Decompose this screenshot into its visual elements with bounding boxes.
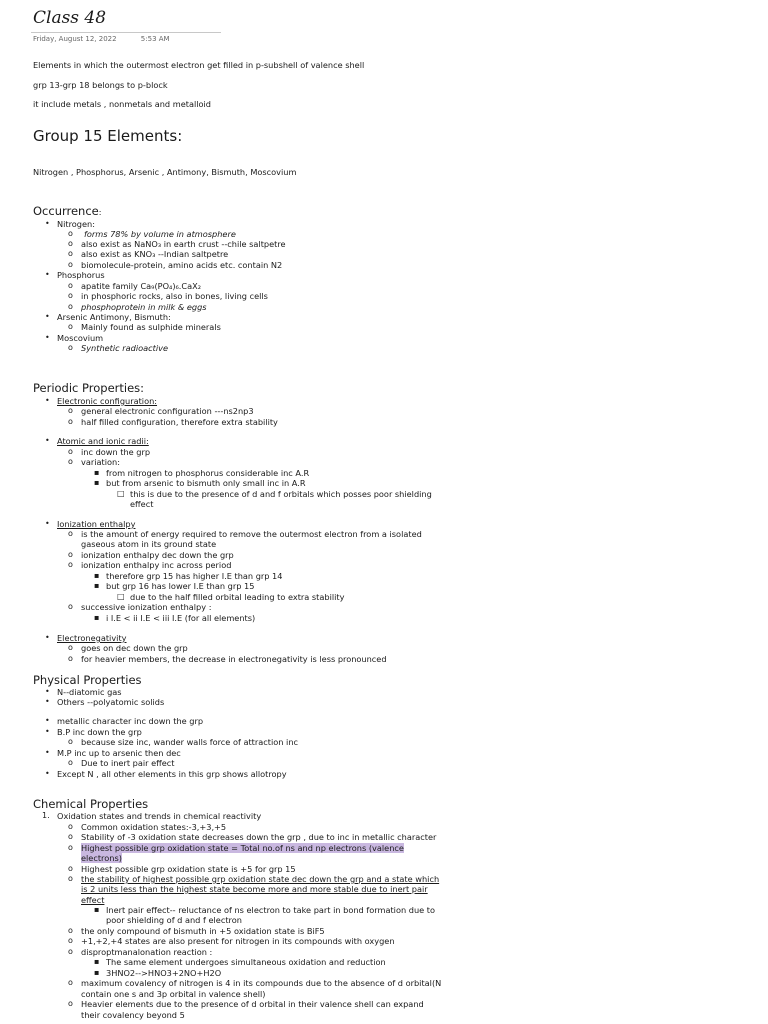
list-item[interactable]: Arsenic Antimony, Bismuth: <box>57 312 171 322</box>
list-item[interactable]: goes on dec down the grp <box>81 643 188 653</box>
section-heading[interactable]: Group 15 Elements: <box>33 127 183 145</box>
bullet-marker: • <box>45 436 50 445</box>
list-item[interactable]: N--diatomic gas <box>57 687 122 697</box>
list-item[interactable]: disproptmanalonation reaction : <box>81 947 213 957</box>
title-divider <box>31 32 221 33</box>
circle-marker: o <box>68 560 73 569</box>
square-marker: ▪ <box>94 478 100 487</box>
list-item[interactable]: +1,+2,+4 states are also present for nitrogen in its compounds with oxygen <box>81 936 395 946</box>
list-item[interactable]: from nitrogen to phosphorus considerable inc A.R <box>106 468 310 478</box>
circle-marker: o <box>68 926 73 935</box>
list-item[interactable]: general electronic configuration ---ns2np3 <box>81 406 254 416</box>
list-item[interactable]: also exist as KNO₃ --Indian saltpetre <box>81 249 229 259</box>
list-item[interactable]: B.P inc down the grp <box>57 727 142 737</box>
list-item[interactable]: biomolecule-protein, amino acids etc. contain N2 <box>81 260 283 270</box>
intro-line[interactable]: it include metals , nonmetals and metalloid <box>33 99 211 109</box>
list-item-continued[interactable]: is 2 units less than the highest state become more and more stable due to inert pair <box>81 884 428 894</box>
circle-marker: o <box>68 239 73 248</box>
list-item[interactable]: Atomic and ionic radii: <box>57 436 149 446</box>
circle-marker: o <box>68 602 73 611</box>
list-item[interactable]: Common oxidation states:-3,+3,+5 <box>81 822 227 832</box>
list-item[interactable]: inc down the grp <box>81 447 151 457</box>
number-marker: 1. <box>42 811 50 820</box>
list-item[interactable]: M.P inc up to arsenic then dec <box>57 748 181 758</box>
section-heading[interactable]: Chemical Properties <box>33 797 149 811</box>
list-item[interactable]: because size inc, wander walls force of attraction inc <box>81 737 299 747</box>
list-item-continued[interactable]: contain one s and 3p orbital in valence shell) <box>81 989 266 999</box>
list-item[interactable]: Highest possible grp oxidation state is +5 for grp 15 <box>81 864 296 874</box>
circle-marker: o <box>68 874 73 883</box>
bullet-marker: • <box>45 769 50 778</box>
circle-marker: o <box>68 417 73 426</box>
circle-marker: o <box>68 643 73 652</box>
list-item[interactable]: maximum covalency of nitrogen is 4 in its compounds due to the absence of d orbital(N <box>81 978 442 988</box>
list-item[interactable]: successive ionization enthalpy : <box>81 602 212 612</box>
bullet-marker: • <box>45 219 50 228</box>
list-item[interactable]: but from arsenic to bismuth only small inc in A.R <box>106 478 306 488</box>
page-date: Friday, August 12, 2022 <box>33 35 117 43</box>
list-item[interactable]: also exist as NaNO₃ in earth crust --chile saltpetre <box>81 239 286 249</box>
list-item-continued[interactable]: effect <box>130 499 154 509</box>
list-item[interactable]: Oxidation states and trends in chemical reactivity <box>57 811 262 821</box>
bullet-marker: • <box>45 697 50 706</box>
list-item[interactable]: Nitrogen: <box>57 219 95 229</box>
bullet-marker: • <box>45 687 50 696</box>
circle-marker: o <box>68 737 73 746</box>
section-heading[interactable]: Periodic Properties: <box>33 381 145 395</box>
square-marker: ▪ <box>94 968 100 977</box>
bullet-marker: • <box>45 519 50 528</box>
circle-marker: o <box>68 343 73 352</box>
list-item[interactable]: ionization enthalpy inc across period <box>81 560 232 570</box>
highlighted-item-continued[interactable]: electrons) <box>81 853 122 863</box>
list-item[interactable]: therefore grp 15 has higher I.E than grp 14 <box>106 571 283 581</box>
list-item[interactable]: ionization enthalpy dec down the grp <box>81 550 234 560</box>
circle-marker: o <box>68 229 73 238</box>
circle-marker: o <box>68 302 73 311</box>
list-item[interactable]: phosphoprotein in milk & eggs <box>81 302 207 312</box>
list-item[interactable]: apatite family Ca₉(PO₄)₆.CaX₂ <box>81 281 202 291</box>
circle-marker: o <box>68 864 73 873</box>
intro-line[interactable]: Elements in which the outermost electron get filled in p-subshell of valence shell <box>33 60 365 70</box>
list-item[interactable]: is the amount of energy required to remove the outermost electron from a isolated <box>81 529 422 539</box>
list-item[interactable]: Heavier elements due to the presence of d orbital in their valence shell can expand <box>81 999 424 1009</box>
circle-marker: o <box>68 936 73 945</box>
bullet-marker: • <box>45 270 50 279</box>
circle-marker: o <box>68 978 73 987</box>
circle-marker: o <box>68 406 73 415</box>
square-marker: ▪ <box>94 957 100 966</box>
list-item[interactable]: Synthetic radioactive <box>81 343 169 353</box>
list-item[interactable]: for heavier members, the decrease in electronegativity is less pronounced <box>81 654 387 664</box>
list-item[interactable]: Electronic configuration: <box>57 396 158 406</box>
list-item[interactable]: forms 78% by volume in atmosphere <box>84 229 236 239</box>
list-item[interactable]: due to the half filled orbital leading to extra stability <box>130 592 345 602</box>
page-meta <box>33 35 192 43</box>
page-time: 5:53 AM <box>140 35 170 43</box>
circle-marker: o <box>68 249 73 258</box>
circle-marker: o <box>68 947 73 956</box>
circle-marker: o <box>68 447 73 456</box>
bullet-marker: • <box>45 716 50 725</box>
list-item-continued[interactable]: their covalency beyond 5 <box>81 1010 185 1020</box>
square-marker: ▪ <box>94 613 100 622</box>
circle-marker: o <box>68 999 73 1008</box>
list-item[interactable]: in phosphoric rocks, also in bones, living cells <box>81 291 268 301</box>
section-heading[interactable]: Physical Properties <box>33 673 142 687</box>
list-item-continued[interactable]: effect <box>81 895 105 905</box>
group15-members[interactable]: Nitrogen , Phosphorus, Arsenic , Antimony, Bismuth, Moscovium <box>33 167 297 177</box>
circle-marker: o <box>68 832 73 841</box>
list-item[interactable]: the only compound of bismuth in +5 oxidation state is BiF5 <box>81 926 325 936</box>
square-marker: ▪ <box>94 905 100 914</box>
intro-line[interactable]: grp 13-grp 18 belongs to p-block <box>33 80 168 90</box>
list-item[interactable]: The same element undergoes simultaneous oxidation and reduction <box>106 957 386 967</box>
list-item[interactable]: Except N , all other elements in this grp shows allotropy <box>57 769 287 779</box>
circle-marker: o <box>68 843 73 852</box>
list-item[interactable]: Inert pair effect-- reluctance of ns electron to take part in bond formation due to <box>106 905 435 915</box>
bullet-marker: • <box>45 727 50 736</box>
list-item[interactable]: Stability of -3 oxidation state decreases down the grp , due to inc in metallic character <box>81 832 437 842</box>
circle-marker: o <box>68 654 73 663</box>
circle-marker: o <box>68 529 73 538</box>
list-item[interactable]: Ionization enthalpy <box>57 519 136 529</box>
list-item[interactable]: Phosphorus <box>57 270 105 280</box>
bullet-marker: • <box>45 748 50 757</box>
list-item-continued[interactable]: poor shielding of d and f electron <box>106 915 242 925</box>
list-item[interactable]: Others --polyatomic solids <box>57 697 165 707</box>
list-item[interactable]: half filled configuration, therefore extra stability <box>81 417 278 427</box>
circle-marker: o <box>68 822 73 831</box>
list-item[interactable]: 3HNO2-->HNO3+2NO+H2O <box>106 968 222 978</box>
list-item[interactable]: i I.E < ii I.E < iii I.E (for all elements) <box>106 613 256 623</box>
circle-marker: o <box>68 281 73 290</box>
list-item[interactable]: Due to inert pair effect <box>81 758 175 768</box>
box-marker: □ <box>117 592 125 601</box>
list-item[interactable]: but grp 16 has lower I.E than grp 15 <box>106 581 255 591</box>
list-item[interactable]: Electronegativity <box>57 633 127 643</box>
list-item[interactable]: Moscovium <box>57 333 104 343</box>
bullet-marker: • <box>45 333 50 342</box>
list-item[interactable]: this is due to the presence of d and f orbitals which posses poor shielding <box>130 489 432 499</box>
list-item-continued[interactable]: gaseous atom in its ground state <box>81 539 217 549</box>
square-marker: ▪ <box>94 581 100 590</box>
circle-marker: o <box>68 260 73 269</box>
list-item[interactable]: Mainly found as sulphide minerals <box>81 322 221 332</box>
list-item[interactable]: variation: <box>81 457 120 467</box>
bullet-marker: • <box>45 312 50 321</box>
circle-marker: o <box>68 291 73 300</box>
list-item[interactable]: the stability of highest possible grp oxidation state dec down the grp and a state which <box>81 874 440 884</box>
circle-marker: o <box>68 457 73 466</box>
circle-marker: o <box>68 550 73 559</box>
section-heading[interactable]: Occurrence: <box>33 204 102 218</box>
highlighted-item[interactable]: Highest possible grp oxidation state = Total no.of ns and np electrons (valence <box>81 843 404 853</box>
circle-marker: o <box>68 758 73 767</box>
square-marker: ▪ <box>94 468 100 477</box>
circle-marker: o <box>68 322 73 331</box>
bullet-marker: • <box>45 633 50 642</box>
list-item[interactable]: metallic character inc down the grp <box>57 716 204 726</box>
box-marker: □ <box>117 489 125 498</box>
square-marker: ▪ <box>94 571 100 580</box>
bullet-marker: • <box>45 396 50 405</box>
page-title[interactable]: Class 48 <box>33 8 107 28</box>
